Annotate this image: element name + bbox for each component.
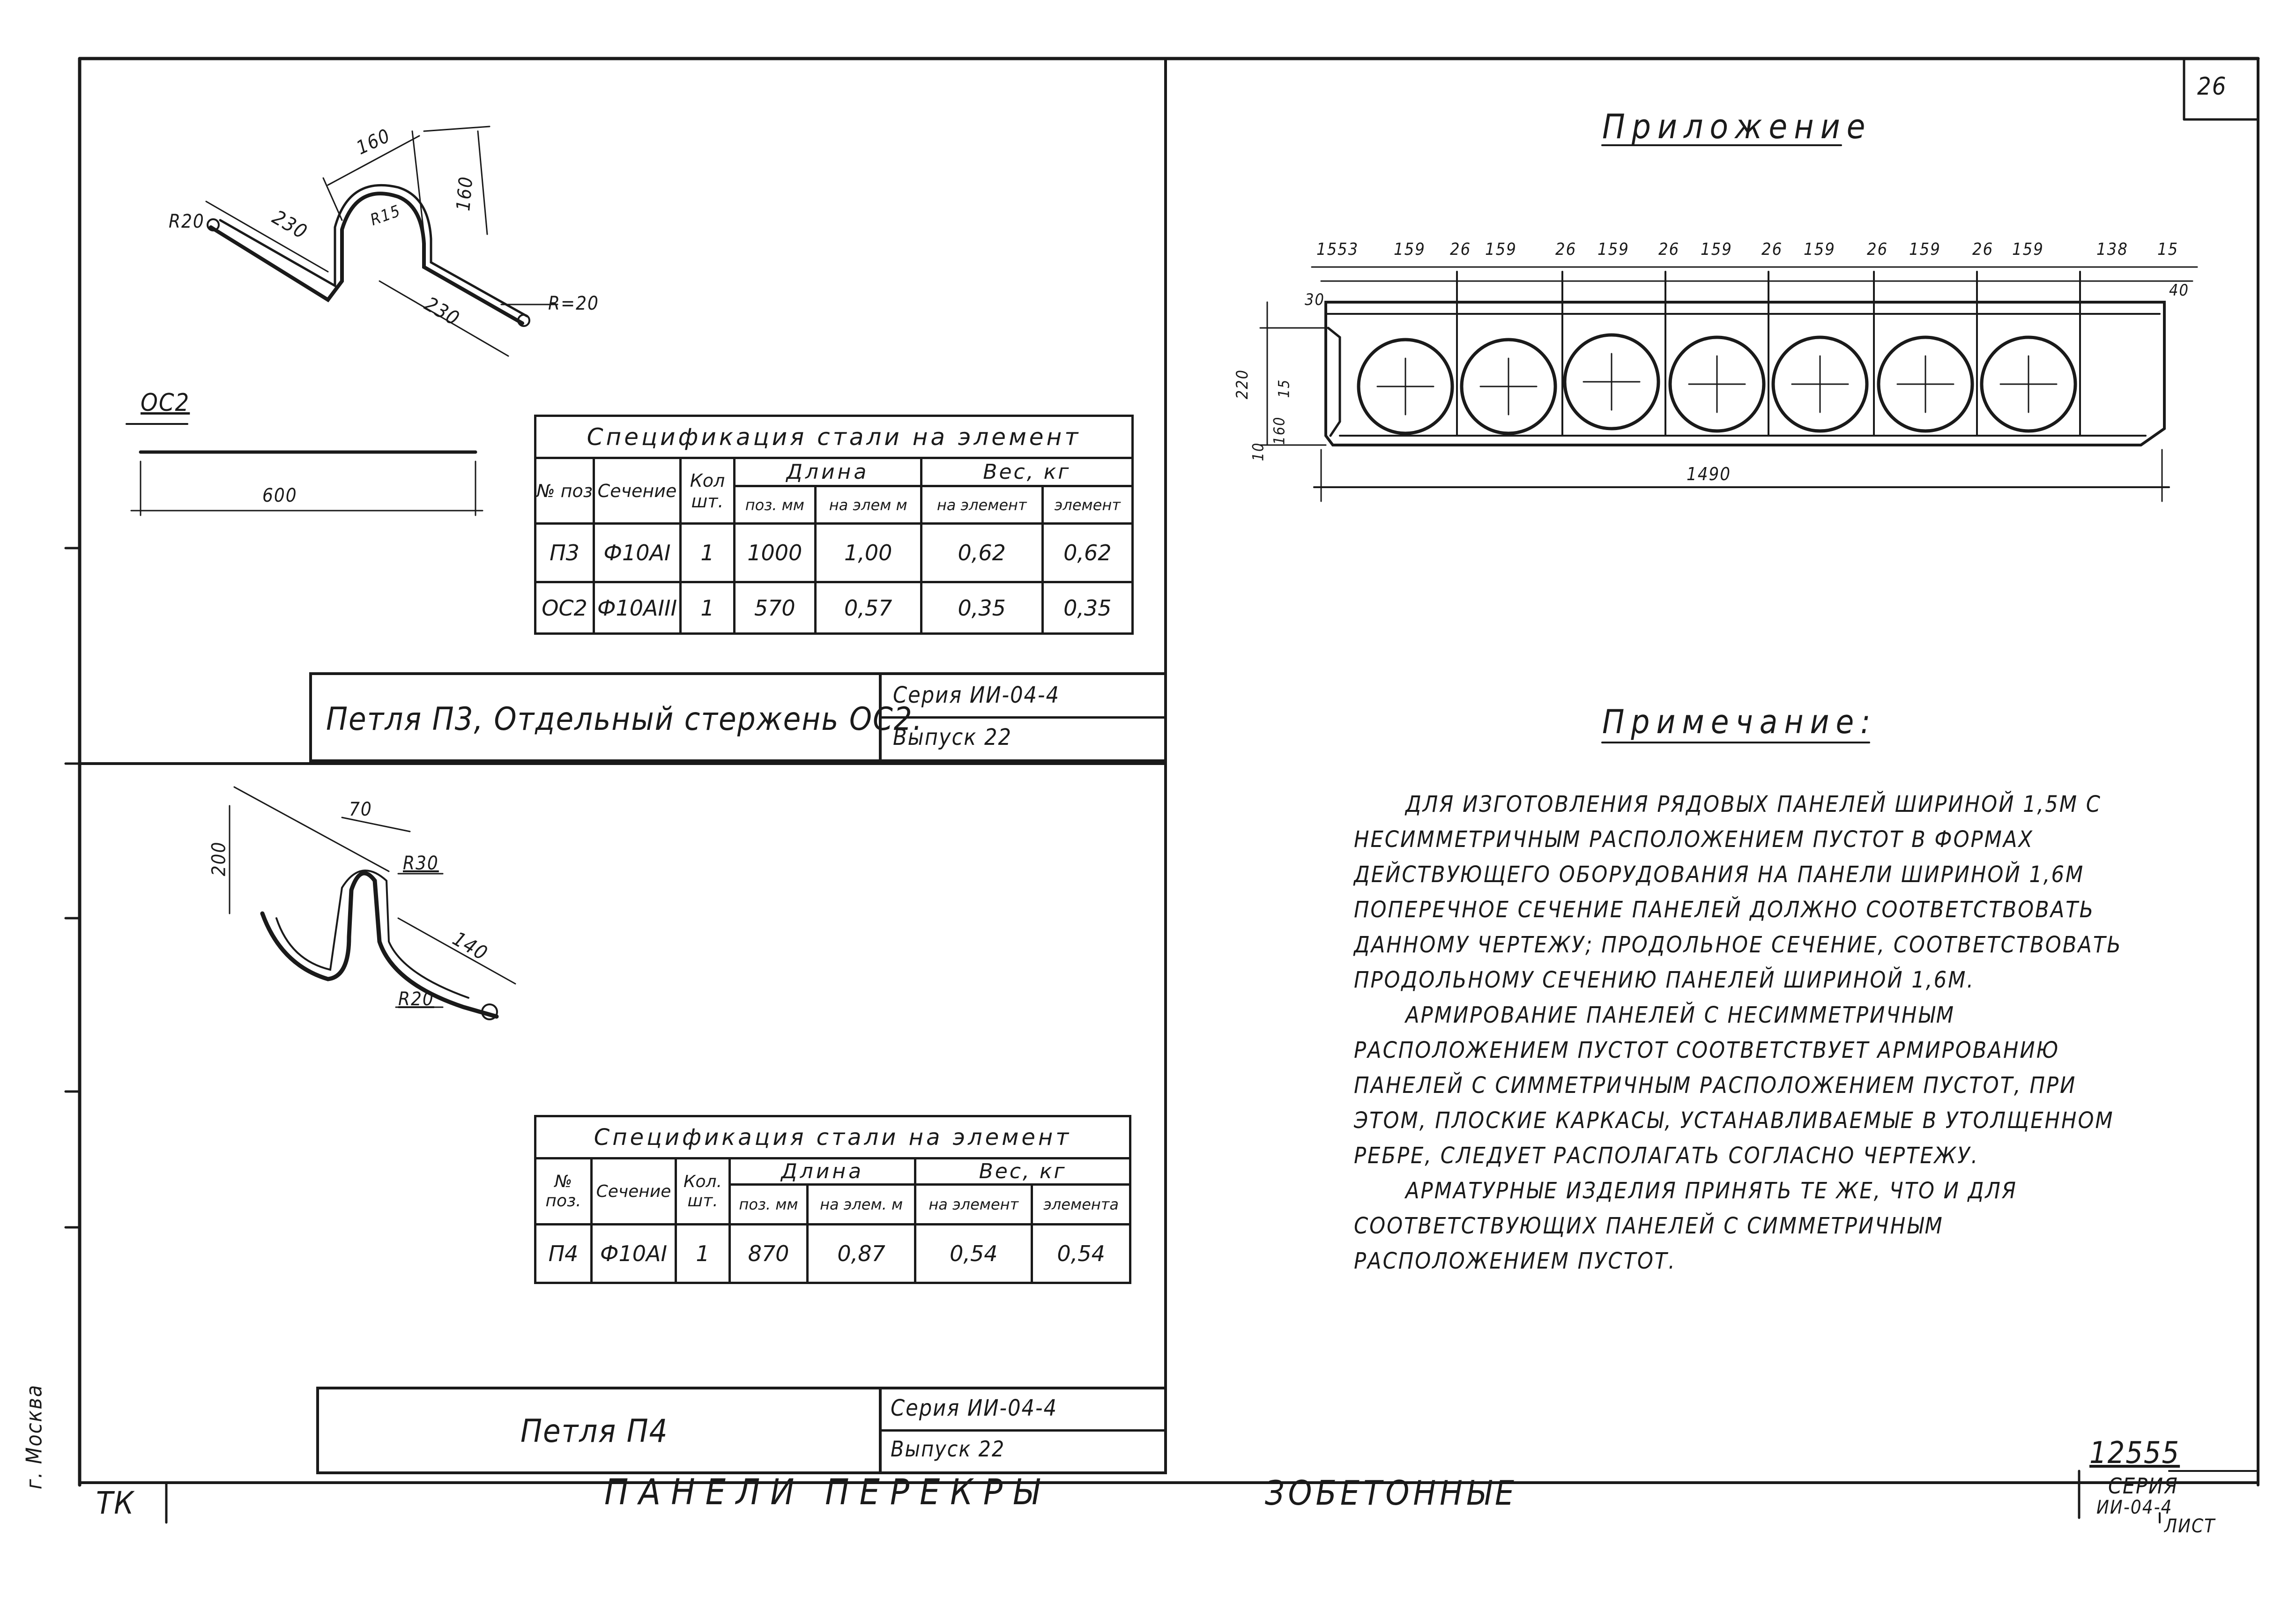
col-header-weight: Вес, кг (921, 458, 1132, 486)
cell-pos: П4 (535, 1225, 592, 1283)
dim-label: 26 (1658, 240, 1680, 259)
table-row (535, 1225, 1130, 1283)
dim-label: 160 (353, 125, 394, 159)
note-paragraph: ДЛЯ ИЗГОТОВЛЕНИЯ РЯДОВЫХ ПАНЕЛЕЙ ШИРИНОЙ 1,5М С НЕСИММЕТРИЧНЫМ РАСПОЛОЖЕНИЕМ ПУСТОТ В ФОРМАХ ДЕЙСТВУЮЩЕГО ОБОРУДОВАНИЯ НА ПАНЕЛИ ШИРИНОЙ 1,6М ПОПЕРЕЧНОЕ СЕЧЕНИЕ ПАНЕЛЕЙ ДОЛЖНО СООТВЕТСТВОВАТЬ ДАННОМУ ЧЕРТЕЖУ; ПРОДОЛЬНОЕ СЕЧЕНИЕ, СООТВЕТСТВОВАТЬ ПРОДОЛЬНОМУ СЕЧЕНИЮ ПАНЕЛЕЙ ШИРИНОЙ 1,6М. (1354, 791, 2122, 993)
dim-label: 26 (1450, 240, 1471, 259)
dim-label: 600 (262, 485, 297, 506)
dim-label: R30 (403, 853, 439, 874)
sheet-label: ЛИСТ (2164, 1515, 2216, 1537)
col-header-weight: Вес, кг (915, 1158, 1130, 1185)
dim-label: 230 (268, 205, 312, 244)
city-label: г. Москва (21, 1384, 47, 1490)
issue-label: Выпуск 22 (891, 1436, 1005, 1462)
dim-label: 159 (1701, 240, 1732, 259)
dim-label: 159 (1909, 240, 1941, 259)
cell-section: Ф10АI (594, 524, 681, 582)
cell-qty: 1 (681, 582, 735, 634)
sheet-number: 26 (2197, 73, 2227, 101)
dim-label: 159 (1804, 240, 1835, 259)
col-header-section: Сечение (592, 1158, 676, 1225)
col-header-w-total: элемента (1032, 1185, 1130, 1225)
col-header-length: Длина (730, 1158, 915, 1185)
dim-label: 138 (2096, 240, 2128, 259)
tk-label: ТК (96, 1485, 135, 1521)
cell-len-pos: 570 (735, 582, 816, 634)
stamp-number: 12555 (2089, 1436, 2180, 1470)
table-title: Спецификация стали на элемент (535, 416, 1133, 458)
col-header-section: Сечение (594, 458, 681, 524)
cell-section: Ф10АI (592, 1225, 676, 1283)
issue-label: Выпуск 22 (893, 724, 1012, 750)
dim-label: 70 (349, 799, 372, 820)
cell-w-elem: 0,54 (915, 1225, 1032, 1283)
dim-label: R20 (169, 211, 205, 232)
dim-label: 160 (453, 175, 477, 212)
table-title: Спецификация стали на элемент (535, 1116, 1130, 1158)
cell-len-pos: 870 (730, 1225, 808, 1283)
cell-w-elem: 0,35 (921, 582, 1042, 634)
dim-label: 200 (208, 841, 230, 876)
cell-qty: 1 (681, 524, 735, 582)
cell-len-elem: 1,00 (815, 524, 921, 582)
col-header-qty: Кол шт. (681, 458, 735, 524)
dim-label: 159 (1394, 240, 1426, 259)
col-header-length: Длина (735, 458, 921, 486)
cell-len-elem: 0,87 (807, 1225, 915, 1283)
dim-label: 30 (1305, 290, 1325, 309)
dim-label: 159 (2012, 240, 2044, 259)
bar-label: ОС2 (141, 389, 190, 417)
cell-w-total: 0,35 (1042, 582, 1132, 634)
dim-label: 220 (1233, 369, 1252, 400)
dim-label: R15 (368, 201, 404, 230)
series-code: ИИ-04-4 (2096, 1497, 2173, 1518)
spec-table-p3 (534, 415, 1134, 635)
dim-label: 15 (1275, 379, 1293, 398)
dim-label: 26 (1555, 240, 1577, 259)
cell-len-elem: 0,57 (815, 582, 921, 634)
dim-label: 160 (1270, 416, 1288, 445)
spec-table-p4 (534, 1115, 1131, 1284)
dim-label: 159 (1598, 240, 1629, 259)
note-paragraph: АРМИРОВАНИЕ ПАНЕЛЕЙ С НЕСИММЕТРИЧНЫМ РАСПОЛОЖЕНИЕМ ПУСТОТ СООТВЕТСТВУЕТ АРМИРОВАНИЮ ПАНЕЛЕЙ С СИММЕТРИЧНЫМ РАСПОЛОЖЕНИЕМ ПУСТОТ, ПРИ ЭТОМ, ПЛОСКИЕ КАРКАСЫ, УСТАНАВЛИВАЕМЫЕ В УТОЛЩЕННОМ РЕБРЕ, СЛЕДУЕТ РАСПОЛАГАТЬ СОГЛАСНО ЧЕРТЕЖУ. (1354, 1002, 2114, 1169)
dim-label: 10 (1249, 442, 1267, 461)
col-header-len-pos: поз. мм (735, 486, 816, 524)
note-paragraph: АРМАТУРНЫЕ ИЗДЕЛИЯ ПРИНЯТЬ ТЕ ЖЕ, ЧТО И ДЛЯ СООТВЕТСТВУЮЩИХ ПАНЕЛЕЙ С СИММЕТРИЧНЫМ РАСПОЛОЖЕНИЕМ ПУСТОТ. (1354, 1178, 2017, 1274)
dim-label: 1490 (1687, 464, 1731, 484)
col-header-pos: № поз (535, 458, 594, 524)
cell-len-pos: 1000 (735, 524, 816, 582)
col-header-pos: № поз. (535, 1158, 592, 1225)
table-row (535, 524, 1133, 582)
table-row (535, 582, 1133, 634)
bottom-title-part1: ПАНЕЛИ ПЕРЕКРЫ (604, 1471, 1049, 1513)
col-header-w-elem: на элемент (921, 486, 1042, 524)
col-header-len-pos: поз. мм (730, 1185, 808, 1225)
dim-label: 159 (1485, 240, 1517, 259)
cell-w-total: 0,62 (1042, 524, 1132, 582)
series-label: Серия ИИ-04-4 (891, 1395, 1058, 1421)
col-header-qty: Кол. шт. (676, 1158, 730, 1225)
dim-label: 15 (1316, 240, 1338, 259)
drawing-title: Петля П4 (520, 1413, 669, 1450)
drawing-title: Петля П3, Отдельный стержень ОС2. (326, 701, 923, 738)
dim-label: 140 (448, 927, 492, 965)
dim-label: R20 (398, 988, 434, 1010)
col-header-w-total: элемент (1042, 486, 1132, 524)
series-label: СЕРИЯ (2108, 1473, 2178, 1499)
cell-pos: П3 (535, 524, 594, 582)
dim-label: 26 (1867, 240, 1888, 259)
series-label: Серия ИИ-04-4 (893, 682, 1060, 708)
cell-w-total: 0,54 (1032, 1225, 1130, 1283)
dim-label: R=20 (548, 293, 599, 314)
title-block-p3 (309, 672, 1167, 762)
bottom-title-part2: ЗОБЕТОННЫЕ (1265, 1473, 1518, 1513)
title-block-p4 (316, 1387, 1167, 1474)
cell-pos: ОС2 (535, 582, 594, 634)
note-body (1354, 787, 2122, 1279)
dim-label: 53 (1337, 240, 1359, 259)
cell-section: Ф10АIII (594, 582, 681, 634)
cell-w-elem: 0,62 (921, 524, 1042, 582)
dim-label: 230 (420, 292, 464, 331)
dim-label: 40 (2169, 281, 2189, 300)
appendix-title: Приложение (1602, 107, 1872, 146)
dim-label: 15 (2157, 240, 2179, 259)
cell-qty: 1 (676, 1225, 730, 1283)
col-header-len-elem: на элем. м (807, 1185, 915, 1225)
col-header-len-elem: на элем м (815, 486, 921, 524)
col-header-w-elem: на элемент (915, 1185, 1032, 1225)
dim-label: 26 (1761, 240, 1783, 259)
note-title: Примечание: (1602, 703, 1877, 741)
dim-label: 26 (1972, 240, 1994, 259)
